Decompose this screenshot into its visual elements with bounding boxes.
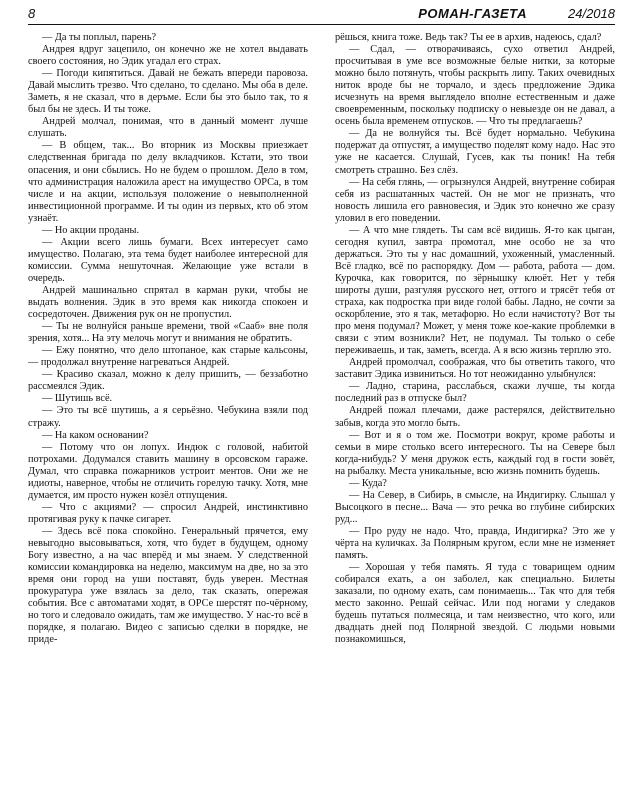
paragraph: — Красиво сказал, можно к делу пришить, — беззаботно рассмеялся Эдик.: [28, 369, 308, 393]
paragraph: — Про руду не надо. Что, правда, Индигирка? Это же у чёрта на куличках. За Полярным кругом, если мне не изменяет память.: [335, 525, 615, 562]
paragraph: — Сдал, — отворачиваясь, сухо ответил Андрей, просчитывая в уме все возможные белые нитки, за которые можно было потянуть, чтобы раскрыть липу. Таких очевидных ниток вроде бы не торчало, и здесь предложение Эдика исчезнуть на время выглядело вполне естественным и даже своевременным, поскольку подписку о невыезде он не давал, а осень была временем отпусков. — Что ты предлагаешь?: [335, 44, 615, 128]
paragraph: Андрей молчал, понимая, что в данный момент лучше слушать.: [28, 116, 308, 140]
paragraph: — Шутишь всё.: [42, 393, 113, 405]
header-rule: [28, 24, 615, 25]
paragraph: — Что с акциями? — спросил Андрей, инстинктивно протягивая руку к пачке сигарет.: [28, 501, 308, 525]
paragraph: — Это ты всё шутишь, а я серьёзно. Чебукина взяли под стражу.: [28, 405, 308, 429]
left-column: [28, 32, 308, 794]
paragraph: — На себя глянь, — огрызнулся Андрей, внутренне собирая себя из расшатанных частей. Он не мог не признать, что новость лишила его равновесия, и Эдик это конечно же сразу уловил в его поведении.: [335, 176, 615, 224]
issue-number: 24/2018: [568, 6, 615, 21]
paragraph: Андрей машинально спрятал в карман руки, чтобы не выдать волнения. Эдик в это время как никогда спокоен и сосредоточен. Движения рук он не пропустил.: [28, 284, 308, 321]
right-column: [335, 32, 615, 794]
paragraph: — Потому что он лопух. Индюк с головой, набитой потрохами. Додумался ставить машину в орсовском гараже. Думал, что справка пожарников устроит ментов. Они же не идиоты, наверное, чтобы не отличить горелую тачку. Хотя, мне думается, им просто нужен козёл отпущения.: [28, 441, 308, 501]
paragraph: — Здесь всё пока спокойно. Генеральный прячется, ему невыгодно высовываться, хотя, что будет в будущем, одному Богу известно, а на час вперёд и мы знаем. У следственной комиссии командировка на неделю, максимум на две, но за это время они город на уши поставят, будь уверен. Местная прокуратура уже взялась за дело, так сказать, опережая события. Все с автоматами ходят, в ОРСе шерстят по-чёрному, но того и следовало ожидать, там же имущество. У нас-то всё в порядке, я полагаю. Видео с записью сделки в порядке, не приде-: [28, 525, 308, 646]
paragraph: — Ежу понятно, что дело штопаное, как старые кальсоны, — продолжал внутренне нагреваться Андрей.: [28, 345, 308, 369]
paragraph: — Погоди кипятиться. Давай не бежать впереди паровоза. Давай мыслить трезво. Что сделано, то сделано. Мы оба в деле. Заметь, я не сказал, что в деръме. Если бы это было так, то я был бы не здесь. И ты тоже.: [28, 68, 308, 116]
paragraph: Андрея вдруг зацепило, он конечно же не хотел выдавать своего состояния, но Эдик угадал его страх.: [28, 44, 308, 68]
page-header: [28, 6, 615, 26]
paragraph: Андрей промолчал, соображая, что бы ответить такого, что заставит Эдика извиниться. Но тот неожиданно улыбнулся:: [335, 357, 615, 381]
page-number: 8: [28, 6, 36, 21]
paragraph: — Да не волнуйся ты. Всё будет нормально. Чебукина подержат да отпустят, а имущество поделят кому надо. Нас это уже не касается. Слушай, Гусев, как ты поник! На тебя смотреть страшно. Без слёз.: [335, 128, 615, 176]
paragraph: — Но акции проданы.: [42, 224, 140, 236]
paragraph: — Хорошая у тебя память. Я туда с товарищем одним собирался ехать, а он заболел, как специально. Билеты заказали, по одному ехать, сам понимаешь... Так что для тебя место законно. Решай сейчас. Или под ногами у следаков будешь путаться полмесяца, и там неизвестно, что кого, или двадцать дней под Полярной звездой. С людьми новыми познакомишься,: [335, 562, 615, 646]
magazine-title: РОМАН-ГАЗЕТА: [418, 6, 527, 21]
paragraph: — А что мне глядеть. Ты сам всё видишь. Я-то как цыган, сегодня купил, завтра промотал, мне особо не за что держаться. Это ты у нас домашний, ухоженный, умасленный. Всё гладко, всё по распорядку. Дом — работа, работа — дом. Курочка, как говорится, по зёрнышку клюёт. Нет у тебя широты души, разгуляя русского нет, оттого и трясёт тебя от страха, как подростка при виде голой бабы. Ладно, не сочти за оскорбление, это я так, метафорю. Но если начистоту? Вот ты про меня подумал? Может, у меня тоже кое-какие проблемки в связи с этим возникли? Нет, не подумал. Ты только о себе переживаешь, и так, заметь, всегда. А я всю жизнь терплю это.: [335, 224, 615, 357]
paragraph: — На Север, в Сибирь, в смысле, на Индигирку. Слышал у Высоцкого в песне... Вача — это речка во глубине сибирских руд...: [335, 489, 615, 525]
paragraph: — Вот и я о том же. Посмотри вокруг, кроме работы и семьи в мире столько всего интересного. Ты на Севере был когда-нибудь? У меня дружок есть, каждый год в гости зовёт, на рыбалку. Места уникальные, всю жизнь помнить будешь.: [335, 429, 615, 477]
paragraph: — Да ты поплыл, парень?: [42, 32, 157, 43]
paragraph: Андрей пожал плечами, даже растерялся, действительно забыв, когда это могло быть.: [335, 405, 615, 429]
paragraph: — Акции всего лишь бумаги. Всех интересует само имущество. Полагаю, эта тема будет наиболее интересной для комиссии. Сумма нешуточная. Желающие уже встали в очередь.: [28, 236, 308, 284]
paragraph: рёшься, книга тоже. Ведь так? Ты ее в архив, надеюсь, сдал?: [335, 32, 602, 43]
paragraph: — Ладно, старина, расслабься, скажи лучше, ты когда последний раз в отпуске был?: [335, 381, 615, 405]
paragraph: — В общем, так... Во вторник из Москвы приезжает следственная бригада по делу вкладчиков. Кстати, это твои опасения, и они сбылись. Но не будем о прошлом. Дело в том, что администрация наложила арест на имущество ОРСа, в том числе и на акции, используя положение о невыполненной инвестиционной программе. И ты один из первых, кто об этом узнаёт.: [28, 140, 308, 224]
paragraph: — Ты не волнуйся раньше времени, твой «Сааб» вне поля зрения, хотя... На эту мелочь могут и внимания не обратить.: [28, 321, 308, 345]
paragraph: — Куда?: [349, 477, 387, 489]
paragraph: — На каком основании?: [42, 429, 149, 441]
